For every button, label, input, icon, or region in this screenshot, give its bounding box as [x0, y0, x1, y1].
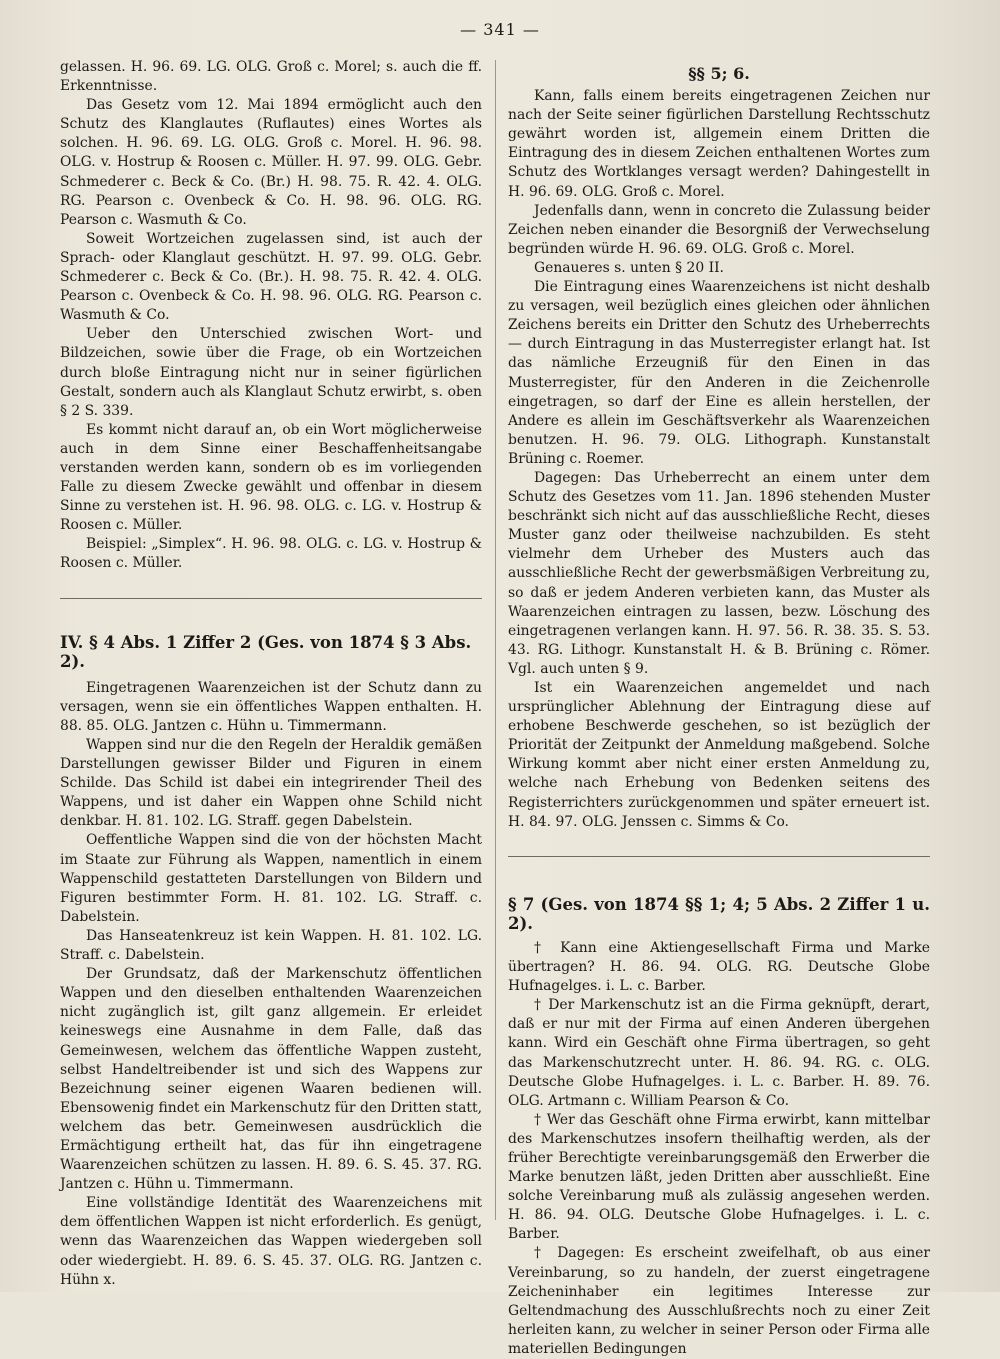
paragraph: Oeffentliche Wappen sind die von der höchsten Macht im Staate zur Führung als Wappen, namentlich in einem Wappenschild gestatteten Darstellungen von Bildern und Figuren bestimmter Form. H. 81. 102. LG. Straff. c. Dabelstein. [60, 832, 482, 925]
paragraph: Wappen sind nur die den Regeln der Heraldik gemäßen Darstellungen gewisser Bilder und Figuren in einem Schilde. Das Schild ist dabei ein integrirender Theil des Wappens, und ist daher ein Wappen ohne Schild nicht denkbar. H. 81. 102. LG. Straff. gegen Dabelstein. [60, 737, 482, 830]
paragraph: Das Gesetz vom 12. Mai 1894 ermöglicht auch den Schutz des Klanglautes (Ruflautes) eines Wortes als solchen. H. 96. 69. LG. OLG. Groß c. Morel. H. 96. 98. OLG. v. Hostrup & Roosen c. Müller. H. 97. 99. OLG. Gebr. Schmederer c. Beck & Co. (Br.) H. 98. 75. R. 42. 4. OLG. RG. Pearson c. Ovenbeck & Co. H. 98. 96. OLG. RG. Pearson c. Wasmuth & Co. [60, 97, 482, 228]
paragraph: Der Grundsatz, daß der Markenschutz öffentlichen Wappen und den dieselben enthaltenden Waarenzeichen nicht zugänglich ist, gilt ganz allgemein. Er erleidet keineswegs eine Ausnahme in dem Falle, daß das Gemeinwesen, welchem das öffentliche Wappen zusteht, selbst Handeltreibender ist und sich des Wappens zur Bezeichnung seiner eigenen Waaren bedienen will. Ebensowenig findet ein Markenschutz für den Dritten statt, welchem das betr. Gemeinwesen ausdrücklich die Ermächtigung ertheilt hat, das für ihn eingetragene Waarenzeichen schützen zu lassen. H. 89. 6. S. 45. 37. RG. Jantzen c. Hühn u. Timmermann. [60, 966, 482, 1193]
paragraph: Eine vollständige Identität des Waarenzeichens mit dem öffentlichen Wappen ist nicht erforderlich. Es genügt, wenn das Waarenzeichen das Wappen wiedergeben soll oder wiedergiebt. H. 89. 6. S. 45. 37. OLG. RG. Jantzen c. Hühn x. [60, 1195, 482, 1288]
paragraph: † Kann eine Aktiengesellschaft Firma und Marke übertragen? H. 86. 94. OLG. RG. Deutsche Globe Hufnagelges. i. L. c. Barber. [508, 939, 930, 995]
paragraph: Jedenfalls dann, wenn in concreto die Zulassung beider Zeichen neben einander die Besorgniß der Verwechselung begründen würde H. 96. 69. OLG. Groß c. Morel. [508, 202, 930, 257]
paragraph: Dagegen: Das Urheberrecht an einem unter dem Schutz des Gesetzes vom 11. Jan. 1896 stehenden Muster beschränkt sich nicht auf das ausschließliche Recht, dieses Muster ganz oder theilweise nachzubilden. Es steht vielmehr dem Urheber des Musters auch das ausschließliche Recht der gewerbsmäßigen Verbreitung zu, so daß er jedem Anderen verbieten kann, das Muster als Waarenzeichen eintragen zu lassen, bezw. Löschung des eingetragenen verlangen kann. H. 97. 56. R. 38. 35. S. 53. 43. RG. Lithogr. Kunstanstalt H. & B. Brüning c. Römer. Vgl. auch unten § 9. [508, 469, 930, 677]
paragraph: Genaueres s. unten § 20 II. [534, 259, 724, 276]
paragraph: Ist ein Waarenzeichen angemeldet und nach ursprünglicher Ablehnung der Eintragung diese auf erhobene Beschwerde geschehen, so ist bezüglich der Priorität der Zeitpunkt der Anmeldung maßgebend. Solche Wirkung kommt aber nicht einer ersten Anmeldung zu, welche nach Erhebung von Bedenken seitens des Registerrichters zurückgenommen und später erneuert ist. H. 84. 97. OLG. Jenssen c. Simms & Co. [508, 680, 930, 830]
paragraph: Kann, falls einem bereits eingetragenen Zeichen nur nach der Seite seiner figürlichen Darstellung Rechtsschutz gewährt worden ist, allgemein einem Dritten die Eintragung des in diesem Zeichen enthaltenen Wortes zum Schutz des Wortklanges versagt werden? Dahingestellt in H. 96. 69. OLG. Groß c. Morel. [508, 88, 930, 200]
paragraph: † Der Markenschutz ist an die Firma geknüpft, derart, daß er nur mit der Firma auf einen Anderen übergehen kann. Wird ein Geschäft ohne Firma übertragen, so geht das Markenschutzrecht unter. H. 86. 94. RG. c. OLG. Deutsche Globe Hufnagelges. i. L. c. Barber. H. 89. 76. OLG. Artmann c. William Pearson & Co. [508, 997, 930, 1109]
paragraph: Es kommt nicht darauf an, ob ein Wort möglicherweise auch in dem Sinne einer Beschaffenheitsangabe verstanden werden kann, sondern ob es im vorliegenden Falle zu diesem Zwecke gewählt und offenbar in diesem Sinne zu verstehen ist. H. 96. 98. OLG. c. LG. v. Hostrup & Roosen c. Müller. [60, 421, 482, 534]
section-heading-iv: IV. § 4 Abs. 1 Ziffer 2 (Ges. von 1874 § 3 Abs. 2). [60, 632, 472, 671]
section-heading-7: § 7 (Ges. von 1874 §§ 1; 4; 5 Abs. 2 Ziffer 1 u. 2). [508, 894, 930, 933]
section-rule [60, 598, 482, 599]
paragraph: † Dagegen: Es erscheint zweifelhaft, ob aus einer Vereinbarung, so zu handeln, der zuerst eingetragene Zeicheninhaber ein legitimes Interesse zur Geltendmachung des Ausschlußrechts noch zu einer Zeit herleiten kann, zu welcher in seiner Person oder Firma alle materiellen Bedingungen [508, 1245, 930, 1357]
section-heading-5-6: §§ 5; 6. [688, 64, 750, 83]
paragraph: gelassen. H. 96. 69. LG. OLG. Groß c. Morel; s. auch die ff. Erkenntnisse. [60, 59, 482, 95]
paragraph: Soweit Wortzeichen zugelassen sind, ist auch der Sprach- oder Klanglaut geschützt. H. 97. 99. OLG. Gebr. Schmederer c. Beck & Co. (Br.). H. 98. 75. R. 42. 4. OLG. Pearson c. Ovenbeck & Co. H. 98. 96. OLG. RG. Pearson c. Wasmuth & Co. [60, 230, 482, 324]
page-number: — 341 — [460, 20, 540, 39]
paragraph: Eingetragenen Waarenzeichen ist der Schutz dann zu versagen, wenn sie ein öffentliches Wappen enthalten. H. 88. 85. OLG. Jantzen c. Hühn u. Timmermann. [60, 679, 482, 734]
right-column [508, 58, 930, 1359]
paragraph: † Wer das Geschäft ohne Firma erwirbt, kann mittelbar des Markenschutzes insofern theilhaftig werden, als der früher Berechtigte vereinbarungsgemäß den Erwerber die Marke benutzen läßt, jeden Dritten aber ausschließt. Eine solche Vereinbarung muß als zulässig angesehen werden. H. 86. 94. OLG. Deutsche Globe Hufnagelges. i. L. c. Barber. [508, 1111, 930, 1243]
paragraph: Die Eintragung eines Waarenzeichens ist nicht deshalb zu versagen, weil bezüglich eines gleichen oder ähnlichen Zeichens bereits ein Dritter den Schutz des Urheberrechts — durch Eintragung in das Musterregister erlangt hat. Ist das nämliche Erzeugniß für den Einen in das Musterregister, für den Anderen in die Zeichenrolle eingetragen, so darf der Eine es allein herstellen, der Andere es allein im Geschäftsverkehr als Waarenzeichen benutzen. H. 96. 79. OLG. Lithograph. Kunstanstalt Brüning c. Roemer. [508, 279, 930, 467]
left-column [60, 58, 482, 1290]
paragraph: Beispiel: „Simplex“. H. 96. 98. OLG. c. LG. v. Hostrup & Roosen c. Müller. [60, 536, 482, 572]
section-rule [508, 856, 930, 857]
column-divider [495, 60, 496, 1220]
paragraph: Ueber den Unterschied zwischen Wort- und Bildzeichen, sowie über die Frage, ob ein Wortzeichen durch bloße Eintragung nicht nur in seiner figürlichen Gestalt, sondern auch als Klanglaut Schutz erwirbt, s. oben § 2 S. 339. [60, 326, 482, 419]
paragraph: Das Hanseatenkreuz ist kein Wappen. H. 81. 102. LG. Straff. c. Dabelstein. [60, 927, 482, 964]
